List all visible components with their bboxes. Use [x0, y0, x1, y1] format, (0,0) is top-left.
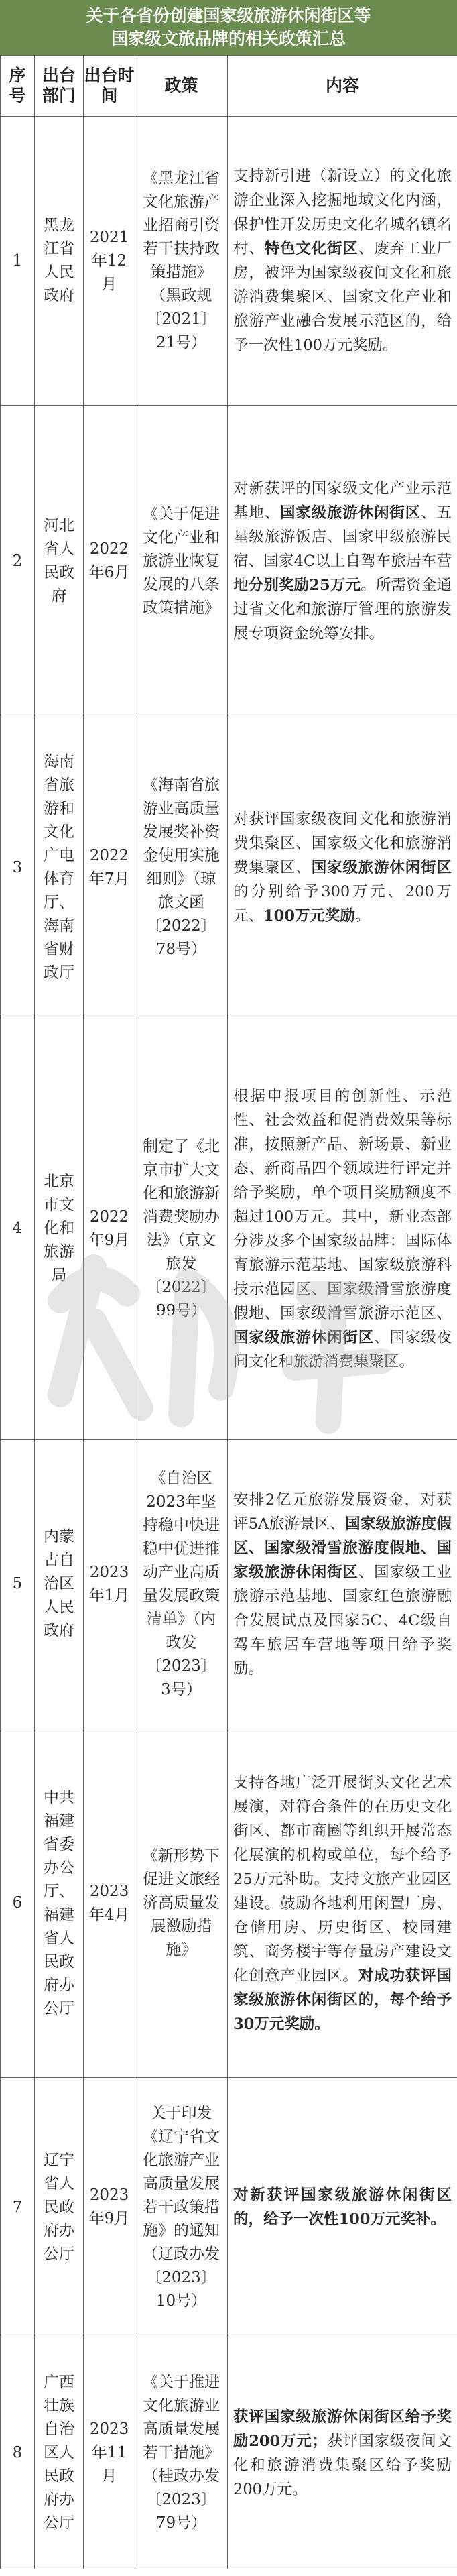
table-row	[1, 1018, 457, 1440]
table-row	[1, 406, 457, 717]
row-dept: 内蒙古自治区人民政府	[35, 1440, 84, 1729]
row-policy: 《新形势下促进文旅经济高质量发展激励措施》	[135, 1729, 228, 2078]
table-title	[0, 0, 457, 55]
row-time: 2023年1月	[84, 1440, 135, 1729]
row-content	[228, 1018, 457, 1440]
content-text: 。所需资金通过省文化和旅游厅管理的旅游发展专项资金统筹安排。	[233, 577, 452, 642]
table-row	[1, 717, 457, 1018]
row-policy: 关于印发《辽宁省文化旅游产业高质量发展若干政策措施》的通知（辽政办发〔2023〕10号）	[135, 2078, 228, 2337]
content-text: 、国家级夜间文化和旅游消费集聚区。	[233, 1328, 452, 1370]
policy-table	[0, 55, 457, 2569]
header-time: 出台时间	[84, 56, 135, 117]
header-seq: 序号	[1, 56, 35, 117]
content-text: 支持新引进（新设立）的文化旅游企业深入挖掘地域文化内涵，保护性开发历史文化名城名镇名村、	[233, 168, 452, 257]
row-seq: 2	[1, 406, 35, 717]
row-policy: 《海南省旅游业高质量发展奖补资金使用实施细则》（琼旅文函〔2022〕78号）	[135, 717, 228, 1018]
content-text: 支持各地广泛开展街头文化艺术展演，对符合条件的在历史文化街区、都市商圈等组织开展常态化展演的机构或单位，每个给予25万元补助。支持文旅产业园区建设。鼓励各地利用闲置厂房、仓储用房、历史街区、校园建筑、商务楼宇等存量房产建设文化创意产业园区。	[233, 1773, 452, 1985]
row-seq: 5	[1, 1440, 35, 1729]
row-time: 2022年7月	[84, 717, 135, 1018]
row-policy: 《关于促进文化产业和旅游业恢复发展的八条政策措施》	[135, 406, 228, 717]
content-highlight: 特色文化街区	[264, 240, 358, 257]
content-text: 对新获评的国家级文化产业示范基地、	[233, 480, 452, 522]
row-content	[228, 717, 457, 1018]
header-content: 内容	[228, 56, 457, 117]
table-title-line1: 关于各省份创建国家级旅游休闲街区等	[86, 6, 371, 25]
row-policy: 《关于推进文化旅游业高质量发展若干措施》（桂政办发〔2023〕79号）	[135, 2337, 228, 2569]
row-content	[228, 2337, 457, 2569]
table-row	[1, 2078, 457, 2337]
row-content	[228, 1729, 457, 2078]
row-seq: 7	[1, 2078, 35, 2337]
row-time: 2023年11月	[84, 2337, 135, 2569]
content-highlight: 国家级旅游休闲街区	[311, 859, 452, 876]
row-time: 2022年9月	[84, 1018, 135, 1440]
content-highlight: 100万元奖励	[263, 907, 355, 925]
row-policy: 制定了《北京市扩大文化和旅游新消费奖励办法》（京文旅发〔2022〕99号）	[135, 1018, 228, 1440]
table-row	[1, 117, 457, 406]
content-text: 获评国家级夜间文化和旅游消费集聚区给予奖励200万元。	[233, 2432, 452, 2498]
content-highlight: 国家级旅游休闲街区	[233, 1328, 375, 1346]
header-policy: 政策	[135, 56, 228, 117]
row-dept: 北京市文化和旅游局	[35, 1018, 84, 1440]
content-text: 、五星级旅游饭店、国家甲级旅游民宿、国家4C以上自驾车旅居车营地	[233, 504, 452, 594]
row-dept: 辽宁省人民政府办公厅	[35, 2078, 84, 2337]
content-highlight: 获评国家级旅游休闲街区给予奖励200万元；	[233, 2408, 452, 2450]
content-highlight: 国家级旅游休闲街区	[280, 504, 421, 522]
row-policy: 《黑龙江省文化旅游产业招商引资若干扶持政策措施》（黑政规〔2021〕21号）	[135, 117, 228, 406]
content-highlight: 对成功获评国家级旅游休闲街区的，每个给予30万元奖励。	[233, 1967, 452, 2033]
content-text: 的分别给予300万元、200万元、	[233, 883, 452, 925]
row-dept: 海南省旅游和文化广电体育厅、海南省财政厅	[35, 717, 84, 1018]
table-row	[1, 1440, 457, 1729]
content-text: 、废弃工业厂房，被评为国家级夜间文化和旅游消费集聚区、国家文化产业和旅游产业融合发展示范区的，给予一次性100万元奖励。	[233, 240, 452, 354]
table-row	[1, 2337, 457, 2569]
content-highlight: 国家级旅游休闲街区	[233, 1539, 452, 1581]
content-highlight: 对新获评国家级旅游休闲街区的，给予一次性100万元奖补。	[233, 2186, 452, 2228]
row-seq: 6	[1, 1729, 35, 2078]
content-highlight: 分别奖励25万元	[248, 577, 361, 594]
row-seq: 3	[1, 717, 35, 1018]
row-dept: 中共福建省委办公厅、福建省人民政府办公厅	[35, 1729, 84, 2078]
table-row	[1, 1729, 457, 2078]
row-dept: 河北省人民政府	[35, 406, 84, 717]
row-time: 2021年12月	[84, 117, 135, 406]
row-time: 2023年4月	[84, 1729, 135, 2078]
content-text: 对获评国家级夜间文化和旅游消费集聚区、国家级文化和旅游消费集聚区、	[233, 811, 452, 876]
content-highlight: 国家级旅游度假区、国家级滑雪旅游度假地、	[233, 1515, 452, 1557]
header-dept: 出台部门	[35, 56, 84, 117]
row-content	[228, 117, 457, 406]
content-text: 根据申报项目的创新性、示范性、社会效益和促消费效果等标准，按照新产品、新场景、新业态、新商品四个领域进行评定并给予奖励，单个项目奖励额度不超过100万元。其中，新业态部分涉及多个国家级品牌：国际体育旅游示范基地、国家级旅游科技示范园区、国家级滑雪旅游度假地、国家级滑雪旅游示范区、	[233, 1087, 452, 1322]
row-dept: 广西壮族自治区人民政府办公厅	[35, 2337, 84, 2569]
content-text: 、国家级工业旅游示范基地、国家红色旅游融合发展试点及国家5C、4C级自驾车旅居车营地等项目给予奖励。	[233, 1563, 452, 1678]
row-content	[228, 2078, 457, 2337]
table-title-line2: 国家级文旅品牌的相关政策汇总	[111, 29, 346, 48]
content-text: 。	[354, 907, 371, 925]
row-seq: 1	[1, 117, 35, 406]
header-row	[1, 56, 457, 117]
row-seq: 8	[1, 2337, 35, 2569]
row-dept: 黑龙江省人民政府	[35, 117, 84, 406]
row-seq: 4	[1, 1018, 35, 1440]
row-policy: 《自治区2023年坚持稳中快进稳中优进推动产业高质量发展政策清单》（内政发〔2023〕3号）	[135, 1440, 228, 1729]
row-time: 2022年6月	[84, 406, 135, 717]
content-text: 安排2亿元旅游发展资金，对获评5A旅游景区、	[233, 1490, 452, 1533]
row-content	[228, 406, 457, 717]
row-content	[228, 1440, 457, 1729]
row-time: 2023年9月	[84, 2078, 135, 2337]
